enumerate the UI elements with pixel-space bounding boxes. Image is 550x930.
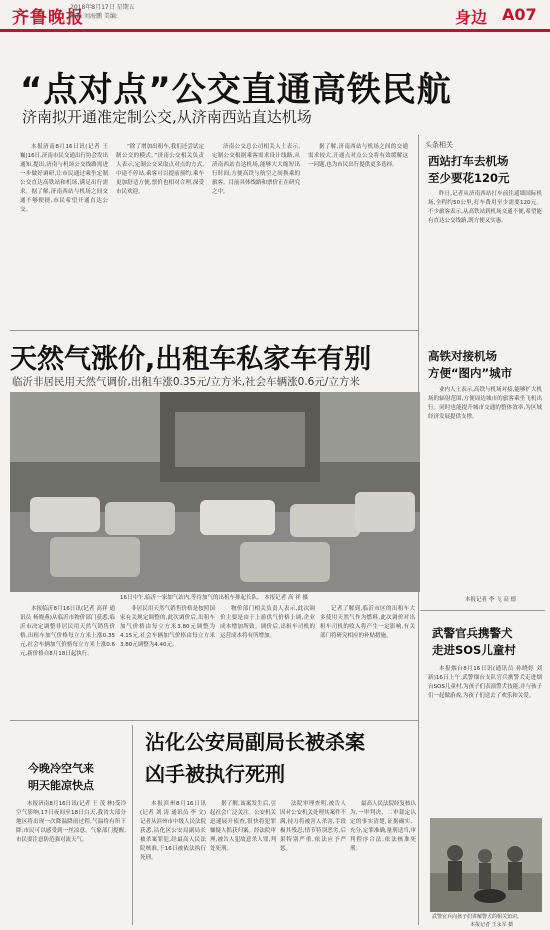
lead-column-1: 本报济南8月16日讯(记者 王 巍)16日,济南市民交通出行协会发出通知,提出,济南与机场公交线路需进一步做好调研,让市民通过乘坐定制公交直达高铁站和机场,满足出行需求。据了解,济南西站与机场之间交通不够便捷,市民希望开通直达公交。 — [20, 144, 108, 213]
issue-date: 2018年8月17日 星期五 — [70, 4, 135, 11]
section-name: 身边 — [455, 8, 488, 27]
lead-column-4: 据了解,济南西站与机场之间的交通需求较大,开通点对点公交将有效缓解这一问题,也为市民出行提供更多选择。 — [308, 144, 408, 168]
court-column-4: 最高人民法院经复核认为,一审判决、二审裁定认定的事实清楚,证据确实、充分,定罪准确,量刑适当,审判程序合法,依法核准死刑。 — [350, 801, 416, 852]
sidebar-body-2: 业内人士表示,高铁与机场对接,能够扩大机场的辐射范围,方便周边城市的旅客乘坐飞机出行。同时也能提升城市交通的整体效率,为区域经济发展提供支撑。 — [428, 387, 542, 420]
court-headline: 沾化公安局副局长被杀案 凶手被执行死刑 — [145, 730, 365, 786]
court-column-1: 本报滨州8月16日讯(记者 刘 涛 通讯员 李 文)记者从滨州市中级人民法院获悉,沾化区公安局副局长被杀案罪犯,经最高人民法院核准,于16日被依法执行死刑。 — [140, 801, 206, 861]
sidebar-headline-3: 武警官兵携警犬 走进SOS儿童村 — [432, 626, 516, 657]
sidebar-reporter: 本报记者 李 飞 高 德 — [465, 597, 516, 603]
masthead — [0, 0, 550, 32]
lead-subhead: 济南拟开通准定制公交,从济南西站直达机场 — [22, 108, 312, 126]
brief-rule — [132, 725, 133, 925]
masthead-meta — [70, 3, 135, 21]
lead-column-2: “除了增加出租车,我们还尝试定制公交的模式。”济南公交相关负责人表示,定制公交采取点对点的方式,中途不停站,乘客可以提前预约,乘车更加舒适方便,票价也相对合理,深受市民欢迎。 — [116, 144, 204, 195]
lead-column-3: 济南公交总公司相关人士表示,定制公交根据乘客需求设计线路,从济南西站直达机场,能够大大缩短出行时间,方便高铁与航空之间换乘的旅客。目前具体线路和票价正在研究之中。 — [212, 144, 300, 195]
sidebar-body-1: 昨日,记者从济南西站打车前往遥墙国际机场,全程约50公里,打车费用至少需要120元。不少旅客表示,从高铁站到机场交通不便,希望能有直达公交线路,既方便又实惠。 — [428, 191, 542, 224]
photo2-caption: 武警官兵向孩子们讲解警犬的相关知识。 — [432, 914, 523, 920]
editor-line: 编辑:刘海鹏 美编: — [70, 13, 118, 20]
page-number: A07 — [502, 5, 537, 24]
gas-column-2: 非居民用天然气销售价格是按照国家有关规定调整的,此次调价后,出租车加气价格由每立方米3.80元调整为4.15元,社会车辆加气价格由每立方米3.80元调整为4.40元。 — [120, 606, 215, 648]
weather-body: 本报济南8月16日讯(记者 王 茂 林)受冷空气影响,17日夜间至18日白天,我省大部分地区将出现一次降温降雨过程,气温将有所下降,市民可以感受到一丝凉意。气象部门提醒,市民要注意防范强对流天气。 — [16, 801, 126, 843]
photo2-credit: 本报记者 王永军 摄 — [470, 922, 514, 928]
photo-caption: 16日中午,临沂一家加气站内,等待加气的出租车排起长队。 本报记者 高 祥 摄 — [120, 595, 308, 601]
gas-subhead: 临沂非居民用天然气调价,出租车涨0.35元/立方米,社会车辆涨0.6元/立方米 — [12, 376, 360, 388]
newspaper-logo: 齐鲁晚报 — [12, 8, 84, 28]
lower-divider — [10, 720, 418, 721]
lead-headline: “点对点”公交直通高铁民航 — [20, 70, 452, 110]
sidebar-headline-1: 西站打车去机场 至少要花120元 — [428, 154, 510, 185]
court-column-2: 据了解,该案发生后,引起社会广泛关注。公安机关迅速展开侦查,很快将犯罪嫌疑人抓获归案。经法院审理,被告人犯故意杀人罪,判处死刑。 — [210, 801, 276, 852]
section-divider — [10, 330, 418, 331]
gas-column-4: 记者了解到,临沂市区的出租车大多使用天然气作为燃料,此次调价对出租车司机的收入将产生一定影响,有关部门将研究相应的补贴措施。 — [320, 606, 415, 639]
sidebar-headline-2: 高铁对接机场 方便“图内”城市 — [428, 349, 513, 380]
sidebar-tag: 头条相关 — [425, 141, 453, 149]
police-dog-photo — [430, 818, 542, 912]
sidebar-divider — [420, 610, 545, 611]
taxi-queue-photo — [10, 392, 420, 592]
court-column-3: 法院审理查明,被告人因对公安机关处理其案件不满,持刀将被害人杀害,手段极其残忍,情节特别恶劣,后果特别严重,依法应予严惩。 — [280, 801, 346, 852]
sidebar-body-3: 本报烟台8月16日讯(通讯员 孙晓婷 刘 新)16日上午,武警烟台支队官兵携警犬走进烟台SOS儿童村,为孩子们表演警犬技能,并与孩子们一起做游戏,为孩子们送去了欢乐和关爱。 — [428, 666, 542, 699]
gas-column-1: 本报临沂8月16日讯(记者 高祥 通讯员 杨晓燕)从临沂市物价部门获悉,临沂市决定调整非居民用天然气销售价格,出租车加气价格每立方米上涨0.35元,社会车辆加气价格每立方米上涨0.6元,新价格自8月18日起执行。 — [20, 606, 115, 657]
gas-headline: 天然气涨价,出租车私家车有别 — [10, 344, 372, 375]
weather-headline: 今晚冷空气来 明天能凉快点 — [28, 762, 94, 792]
gas-column-3: 物价部门相关负责人表示,此次调价主要是由于上游供气价格上调,企业成本增加所致。调价后,出租车司机的运营成本将有所增加。 — [220, 606, 315, 639]
